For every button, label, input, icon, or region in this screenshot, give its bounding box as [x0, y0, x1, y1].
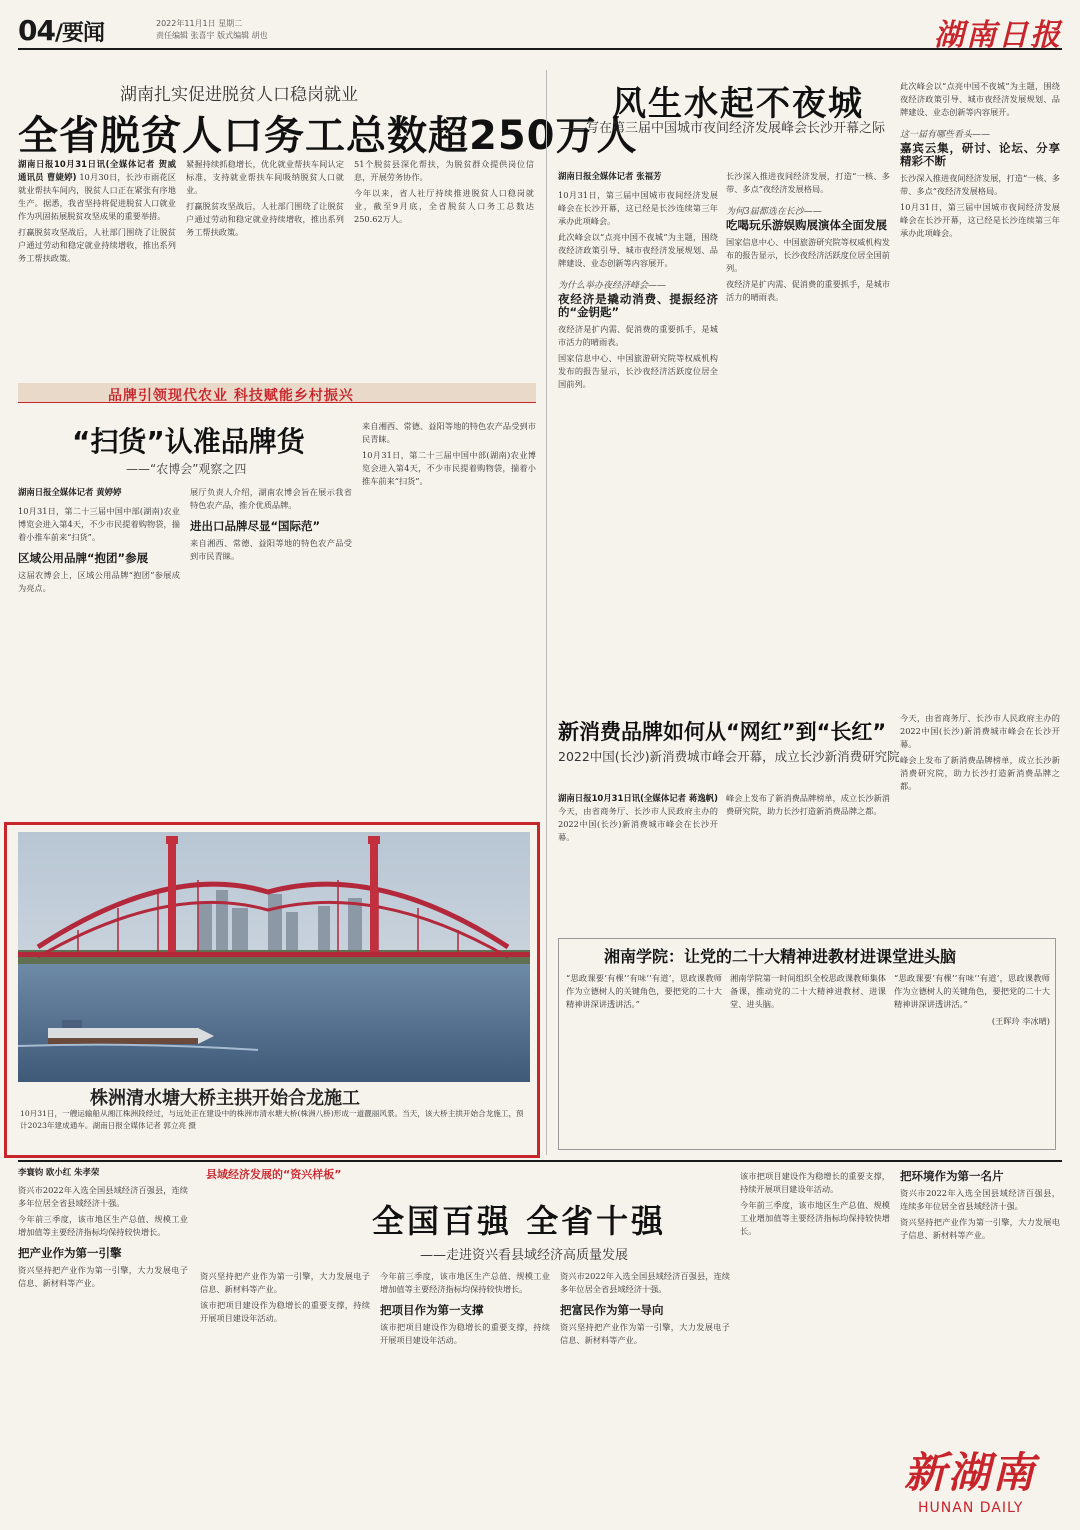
story7-col1	[18, 1184, 188, 1520]
story3-byline: 湖南日报全媒体记者 黄婷婷	[18, 487, 122, 497]
story3-headline: “扫货”认准品牌货	[72, 425, 305, 458]
story7-section2-title: 把项目作为第一支撑	[380, 1303, 484, 1317]
story1-para: 51个脱贫县深化帮扶，为脱贫群众提供岗位信息，开展劳务协作。	[354, 159, 534, 182]
story6-para: “思政课要‘有棵’‘有味’‘有道’，思政课教师作为立德树人的关键角色，要把党的二十大精神讲深讲透讲活。”	[566, 973, 722, 1009]
story7-para: 资兴市2022年入选全国县域经济百强县，连续多年位居全省县域经济十强。	[18, 1185, 188, 1208]
column-divider	[546, 70, 547, 1155]
story2-para: 此次峰会以“点亮中国不夜城”为主题，围绕夜经济政策引导、城市夜经济发展规划、品牌建设、业态创新等内容展开。	[558, 232, 718, 268]
story6-col2	[730, 972, 886, 1144]
story2-headline: 风生水起不夜城	[612, 84, 864, 124]
story7-col4	[560, 1270, 730, 1520]
story1-para: 紧握持续抓稳增长，优化就业帮扶车间认定标准，支持就业帮扶车间吸纳脱贫人口就业。	[186, 159, 344, 195]
story2-col3	[900, 80, 1060, 700]
story3-para: 10月31日，第二十三届中国中部(湖南)农业博览会进入第4天，不少市民提着购物袋，揣着小推车前来“扫货”。	[18, 506, 180, 542]
story3-para: 来自湘西、常德、益阳等地的特色农产品受到市民青睐。	[190, 538, 352, 561]
section-name: 要闻	[62, 21, 105, 46]
story5-col2	[726, 792, 890, 932]
story6-para: 湘南学院第一时间组织全校思政课教师集体备课，推动党的二十大精神进教材、进课堂、进头脑。	[730, 973, 886, 1009]
story5-subhead: 2022中国(长沙)新消费城市峰会开幕，成立长沙新消费研究院	[558, 749, 900, 764]
story2-para: 国家信息中心、中国旅游研究院等权威机构发布的报告显示，长沙夜经济活跃度位居全国前列。	[726, 237, 890, 273]
story5-para: 今天，由省商务厅、长沙市人民政府主办的2022中国(长沙)新消费城市峰会在长沙开幕。	[558, 806, 718, 842]
story3-section1-title: 区域公用品牌“抱团”参展	[18, 551, 149, 565]
story2-section3-kicker: 这一届有哪些看头——	[900, 130, 991, 140]
story7-col3	[380, 1270, 550, 1520]
bridge-photo-image	[18, 832, 530, 1082]
story1-kicker: 湖南扎实促进脱贫人口稳岗就业	[120, 85, 358, 105]
story7-para: 该市把项目建设作为稳增长的重要支撑，持续开展项目建设年活动。	[380, 1322, 550, 1345]
story5-para: 今天，由省商务厅、长沙市人民政府主办的2022中国(长沙)新消费城市峰会在长沙开幕。	[900, 713, 1060, 749]
story7-tag: 县域经济发展的“资兴样板”	[206, 1168, 342, 1181]
story7-col5	[740, 1170, 890, 1520]
story7-para: 今年前三季度，该市地区生产总值、规模工业增加值等主要经济指标均保持较快增长。	[740, 1200, 890, 1236]
masthead	[18, 14, 1062, 53]
story5-byline: 湖南日报10月31日讯(全媒体记者 蒋逸帆)	[558, 793, 718, 803]
story2-col1	[558, 170, 718, 700]
story6-headline: 湘南学院：让党的二十大精神进教材进课堂进头脑	[604, 947, 957, 966]
story1-col3	[354, 158, 534, 370]
story7-para: 资兴坚持把产业作为第一引擎，大力发展电子信息、新材料等产业。	[900, 1217, 1060, 1240]
story3-section2-title: 进出口品牌尽显“国际范”	[190, 519, 321, 533]
story1-para: 今年以来，省人社厅持续推进脱贫人口稳岗就业，截至9月底，全省脱贫人口务工总数达250.62万人。	[354, 188, 534, 224]
story6-para: “思政课要‘有棵’‘有味’‘有道’，思政课教师作为立德树人的关键角色，要把党的二十大精神讲深讲透讲活。”	[894, 973, 1050, 1009]
story2-section1-title: 夜经济是撬动消费、提振经济的“金钥匙”	[558, 292, 718, 319]
story2-para: 夜经济是扩内需、促消费的重要抓手，是城市活力的晴雨表。	[558, 324, 718, 347]
story7-headline: 全国百强 全省十强	[372, 1202, 667, 1240]
story1-para: 打赢脱贫攻坚战后，人社部门围绕了让脱贫户通过劳动和稳定就业持续增收，推出系列务工帮扶政策。	[18, 227, 176, 263]
page-number: 04/要闻	[18, 14, 105, 47]
story3-col1	[18, 486, 180, 812]
story3-para: 这届农博会上，区域公用品牌“抱团”参展成为亮点。	[18, 570, 180, 593]
story1-col2	[186, 158, 344, 370]
story7-para: 资兴坚持把产业作为第一引擎，大力发展电子信息、新材料等产业。	[200, 1271, 370, 1294]
story6-col3	[894, 972, 1050, 1144]
story3-para: 10月31日，第二十三届中国中部(湖南)农业博览会进入第4天，不少市民提着购物袋，揣着小推车前来“扫货”。	[362, 450, 536, 486]
story2-section2-kicker: 为何3届都选在长沙——	[726, 207, 822, 217]
story2-byline: 湖南日报全媒体记者 张福芳	[558, 171, 662, 181]
story7-para: 该市把项目建设作为稳增长的重要支撑，持续开展项目建设年活动。	[740, 1171, 890, 1194]
story3-para: 来自湘西、常德、益阳等地的特色农产品受到市民青睐。	[362, 421, 536, 444]
story1-para: 打赢脱贫攻坚战后，人社部门围绕了让脱贫户通过劳动和稳定就业持续增收，推出系列务工帮扶政策。	[186, 201, 344, 237]
story7-section1-title: 把产业作为第一引擎	[18, 1246, 122, 1260]
story7-section3-title: 把富民作为第一导向	[560, 1303, 664, 1317]
photo-caption-title: 株洲清水塘大桥主拱开始合龙施工	[90, 1088, 360, 1109]
story2-para: 夜经济是扩内需、促消费的重要抓手，是城市活力的晴雨表。	[726, 279, 890, 302]
story3-col3	[362, 420, 536, 812]
bridge-photo	[18, 832, 530, 1082]
story2-section1-kicker: 为什么举办夜经济峰会——	[558, 281, 667, 291]
story7-para: 资兴市2022年入选全国县域经济百强县，连续多年位居全省县域经济十强。	[560, 1271, 730, 1294]
story6-col1	[566, 972, 722, 1144]
story3-col2	[190, 486, 352, 812]
section-banner-label: 品牌引领现代农业 科技赋能乡村振兴	[108, 388, 354, 404]
watermark-english: HUNAN DAILY	[918, 1500, 1024, 1516]
story7-col6	[900, 1170, 1060, 1436]
date-line: 2022年11月1日 星期二	[156, 19, 243, 28]
story2-section3-title: 嘉宾云集，研讨、论坛、分享精彩不断	[900, 141, 1060, 168]
story5-para: 峰会上发布了新消费品牌榜单，成立长沙新消费研究院，助力长沙打造新消费品牌之都。	[900, 755, 1060, 791]
story2-para: 长沙深入推进夜间经济发展，打造“一核、多带、多点”夜经济发展格局。	[900, 173, 1060, 196]
story2-para: 此次峰会以“点亮中国不夜城”为主题，围绕夜经济政策引导、城市夜经济发展规划、品牌建设、业态创新等内容展开。	[900, 81, 1060, 117]
story7-para: 资兴坚持把产业作为第一引擎，大力发展电子信息、新材料等产业。	[560, 1322, 730, 1345]
story7-para: 今年前三季度，该市地区生产总值、规模工业增加值等主要经济指标均保持较快增长。	[380, 1271, 550, 1294]
story7-subhead: ——走进资兴看县域经济高质量发展	[420, 1248, 629, 1263]
story1-para: 10月30日，长沙市雨花区就业帮扶车间内，脱贫人口正在紧张有序地生产。据悉，我省坚持将促进脱贫人口就业作为巩固拓展脱贫攻坚成果的重要举措。	[18, 172, 176, 221]
story1-headline: 全省脱贫人口务工总数超250万人	[18, 113, 638, 159]
story2-para: 国家信息中心、中国旅游研究院等权威机构发布的报告显示，长沙夜经济活跃度位居全国前列。	[558, 353, 718, 389]
story2-subhead: ——写在第三届中国城市夜间经济发展峰会长沙开幕之际	[560, 121, 886, 136]
story3-para: 展厅负责人介绍，湖南农博会旨在展示我省特色农产品，推介优质品牌。	[190, 487, 352, 510]
story2-section2-title: 吃喝玩乐游娱购展演体全面发展	[726, 218, 887, 232]
story7-col2	[200, 1270, 370, 1520]
story7-para: 资兴市2022年入选全国县域经济百强县，连续多年位居全省县域经济十强。	[900, 1188, 1060, 1211]
story5-para: 峰会上发布了新消费品牌榜单，成立长沙新消费研究院，助力长沙打造新消费品牌之都。	[726, 793, 890, 816]
newspaper-logo: 湖南日报	[934, 18, 1062, 53]
date-block	[156, 18, 356, 42]
watermark-logo: 新湖南	[904, 1448, 1037, 1497]
story5-headline: 新消费品牌如何从“网红”到“长红”	[558, 720, 887, 744]
story3-subhead: ——“农博会”观察之四	[126, 462, 247, 476]
section-banner	[18, 383, 536, 403]
story2-para: 长沙深入推进夜间经济发展，打造“一核、多带、多点”夜经济发展格局。	[726, 171, 890, 194]
story7-para: 该市把项目建设作为稳增长的重要支撑，持续开展项目建设年活动。	[200, 1300, 370, 1323]
story2-para: 10月31日，第三届中国城市夜间经济发展峰会在长沙开幕，这已经是长沙连续第三年承办此项峰会。	[558, 190, 718, 226]
story5-col3	[900, 712, 1060, 932]
photo-caption: 10月31日，一艘运输船从湘江株洲段经过，与远处正在建设中的株洲市清水塘大桥(株洲八桥)形成一道靓丽风景。当天，该大桥主拱开始合龙施工，预计2023年建成通车。湖南日报全媒体记者 郭立亮 摄	[20, 1109, 524, 1130]
story6-byline: (王晖玲 李冰晴)	[991, 1016, 1050, 1026]
story2-col2	[726, 170, 890, 700]
story5-col1	[558, 792, 718, 932]
story7-para: 今年前三季度，该市地区生产总值、规模工业增加值等主要经济指标均保持较快增长。	[18, 1214, 188, 1237]
editors-line: 责任编辑 张喜宇 版式编辑 胡也	[156, 31, 268, 40]
story1-col1	[18, 158, 176, 370]
page-number-text: 04	[18, 14, 55, 47]
story7-byline: 李寰钧 欧小红 朱孝荣	[18, 1167, 100, 1177]
story2-para: 10月31日，第三届中国城市夜间经济发展峰会在长沙开幕，这已经是长沙连续第三年承办此项峰会。	[900, 202, 1060, 238]
bottom-rule	[18, 1160, 1062, 1162]
story7-section4-title: 把环境作为第一名片	[900, 1170, 1004, 1183]
story7-para: 资兴坚持把产业作为第一引擎，大力发展电子信息、新材料等产业。	[18, 1265, 188, 1288]
story1-byline: 湖南日报10月31日讯(全媒体记者 贺威 通讯员 曹婕婷)	[18, 159, 176, 182]
